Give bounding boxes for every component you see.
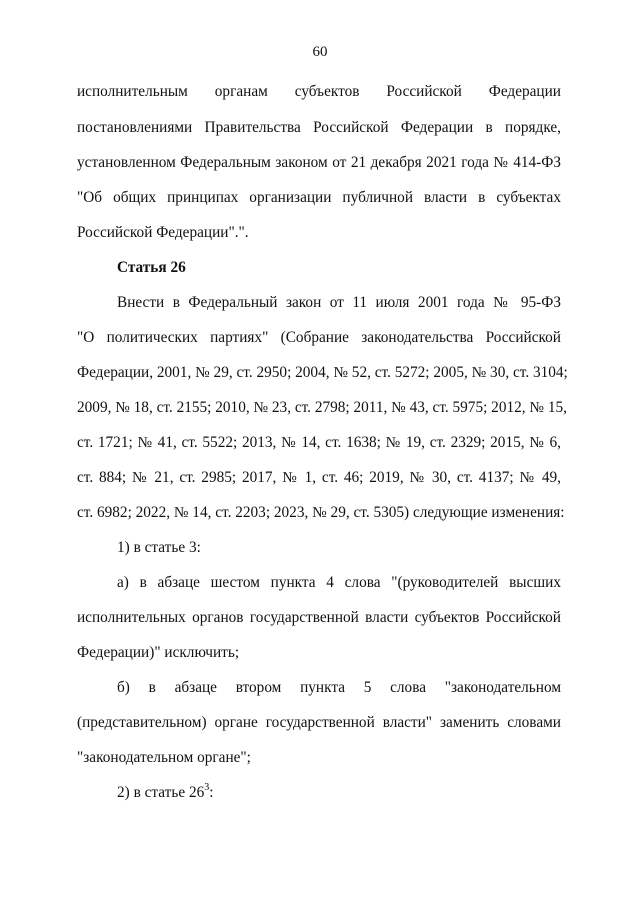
paragraph-line: ст. 6982; 2022, № 14, ст. 2203; 2023, № 29, ст. 5305) следующие изменения:	[77, 504, 565, 521]
paragraph-line: исполнительных органов государственной власти субъектов Российской	[77, 609, 561, 626]
list-item: 1) в статье 3:	[117, 539, 201, 556]
item-text: 2) в статье 26	[117, 784, 205, 801]
paragraph-line: ст. 1721; № 41, ст. 5522; 2013, № 14, ст. 1638; № 19, ст. 2329; 2015, № 6,	[77, 434, 561, 451]
paragraph-line: установленном Федеральным законом от 21 декабря 2021 года № 414-ФЗ	[77, 154, 561, 171]
paragraph-line: "законодательном органе";	[77, 749, 251, 766]
page-number: 60	[312, 44, 328, 60]
list-item	[117, 783, 561, 803]
paragraph-line: б) в абзаце втором пункта 5 слова "законодательном	[117, 679, 561, 696]
paragraph-line: "Об общих принципах организации публичной власти в субъектах	[77, 189, 561, 206]
paragraph-line: Российской Федерации".".	[77, 224, 249, 241]
article-heading: Статья 26	[117, 259, 186, 276]
paragraph-line: Федерации)" исключить;	[77, 644, 240, 661]
paragraph-line: постановлениями Правительства Российской Федерации в порядке,	[77, 119, 561, 136]
paragraph-line: Федерации, 2001, № 29, ст. 2950; 2004, № 52, ст. 5272; 2005, № 30, ст. 3104;	[77, 364, 568, 381]
paragraph-line: Внести в Федеральный закон от 11 июля 2001 года № 95-ФЗ	[117, 294, 561, 311]
paragraph-line: (представительном) органе государственной власти" заменить словами	[77, 714, 561, 731]
paragraph-line: ст. 884; № 21, ст. 2985; 2017, № 1, ст. 46; 2019, № 30, ст. 4137; № 49,	[77, 469, 561, 486]
paragraph-line: а) в абзаце шестом пункта 4 слова "(руководителей высших	[117, 574, 561, 591]
paragraph-line: исполнительным органам субъектов Российской Федерации	[77, 83, 561, 100]
paragraph-line: 2009, № 18, ст. 2155; 2010, № 23, ст. 2798; 2011, № 43, ст. 5975; 2012, № 15,	[77, 399, 567, 416]
item-text-suffix: :	[209, 784, 214, 801]
paragraph-line: "О политических партиях" (Собрание законодательства Российской	[77, 329, 561, 346]
superscript: 3	[204, 781, 210, 793]
